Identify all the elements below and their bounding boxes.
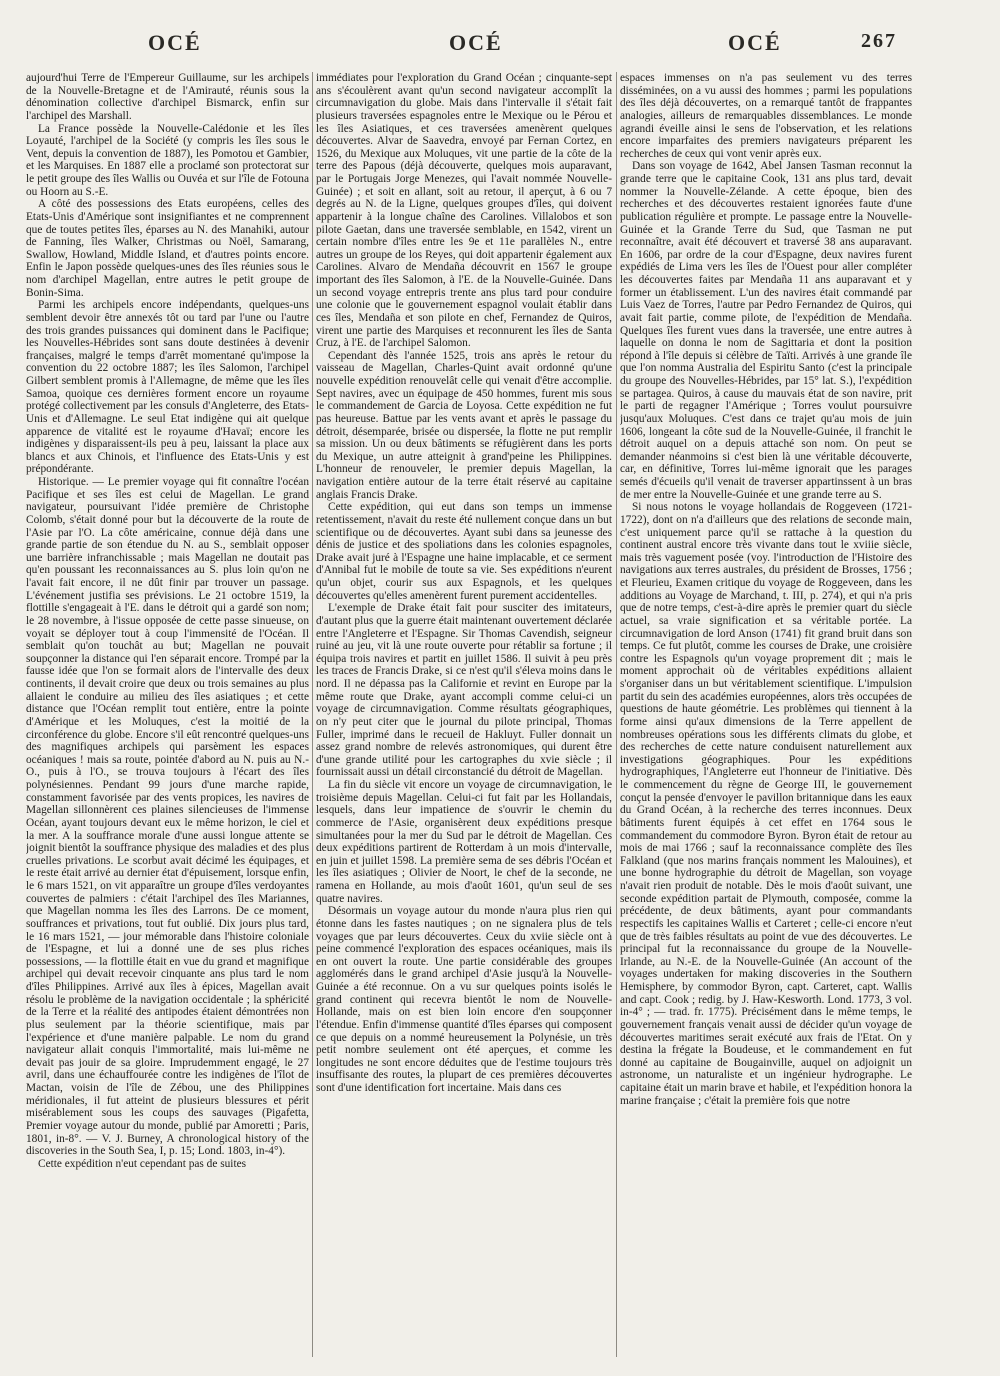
paragraph: Parmi les archipels encore indépendants, quelques-uns semblent devoir être annexés tôt ou tard par l'une ou l'autre des trois grandes puissances qui dominent dans le Pacifique; les Nouvelles-Hébrides sont sans doute destinées à devenir françaises, malgré le temps d'arrêt momentané qu'impose la convention du 22 octobre 1887; les îles Salomon, l'archipel Gilbert semblent promis à l'Allemagne, de même que les îles Samoa, quoique ces dernières forment encore un royaume protégé collectivement par les consuls d'Angleterre, des Etats-Unis et d'Allemagne. Le seul Etat indigène qui ait quelque apparence de vitalité est le royaume d'Havaï; encore les indigènes y disparaissent-ils peu à peu, laissant la place aux blancs et aux Chinois, et l'influence des Etats-Unis y est prépondérante. <box>26 299 309 476</box>
column-divider <box>312 72 313 1357</box>
paragraph: Cette expédition n'eut cependant pas de suites <box>38 1157 247 1170</box>
paragraph: Cependant dès l'année 1525, trois ans après le retour du vaisseau de Magellan, Charles-Quint avait ordonné qu'une nouvelle expédition renouvelât celle qui venait d'être accomplie. Sept navires, avec un équipage de 450 hommes, furent mis sous le commandement de Garcia de Loyosa. Cette expédition ne fut pas heureuse. Battue par les vents avant et après le passage du détroit, désemparée, brisée ou dispersée, la flotte ne put remplir sa mission. Un ou deux bâtiments se réfugièrent dans les ports du Mexique, un autre atteignit à grand'peine les Philippines. L'honneur de renouveler, le premier depuis Magellan, la navigation entière autour de la terre était réservé au capitaine anglais Francis Drake. <box>316 349 612 501</box>
page-number: 267 <box>861 30 897 52</box>
paragraph: La fin du siècle vit encore un voyage de circumnavigation, le troisième depuis Magellan. Celui-ci fut fait par les Hollandais, lesquels, dans leur impatience de s'ouvrir le chemin du commerce de l'Asie, organisèrent deux expéditions presque simultanées pour la mer du Sud par le détroit de Magellan. Ces deux expéditions partirent de Rotterdam à un mois d'intervalle, en juin et juillet 1598. La première sema de ses débris l'Océan et les îles asiatiques ; Olivier de Noort, le chef de la seconde, ne ramena en Hollande, au mois d'août 1601, qu'un seul de ses quatre navires. <box>316 779 612 905</box>
paragraph: immédiates pour l'exploration du Grand Océan ; cinquante-sept ans s'écoulèrent avant qu'un second navigateur accomplît la circumnavigation du globe. Mais dans l'intervalle il s'était fait plusieurs traversées espagnoles entre le Mexique ou le Pérou et les îles Asiatiques, et ces traversées amenèrent quelques découvertes. Alvar de Saavedra, envoyé par Fernan Cortez, en 1526, du Mexique aux Moluques, vit une partie de la côte de la terre des Papous (déjà découverte, quelques mois auparavant, par le Portugais Jorge Menezes, qui l'avait nommée Nouvelle-Guinée) ; et soit en allant, soit au retour, il aperçut, à 6 ou 7 degrés au N. de la Ligne, quelques groupes d'îles, qui doivent appartenir à la longue chaîne des Carolines. Villalobos et son pilote Gaetan, dans une traversée semblable, en 1542, virent un certain nombre d'îles entre les 9e et 11e parallèles N., entre autres un groupe de los Reyes, qui doit appartenir également aux Carolines. Alvaro de Mendaña découvrit en 1567 le groupe important des îles Salomon, à l'E. de la Nouvelle-Guinée. Dans un second voyage entrepris trente ans plus tard pour conduire une colonie que le gouvernement espagnol voulait établir dans ces îles, Mendaña et son pilote en chef, Fernandez de Quiros, virent une partie des Marquises et reconnurent les îles de Santa Cruz, à l'E. de l'archipel Salomon. <box>316 72 612 350</box>
paragraph: A côté des possessions des Etats européens, celles des Etats-Unis d'Amérique sont insignifiantes et ne comprennent que de toutes petites îles, éparses au N. des Manahiki, autour de Fanning, îles Walker, Christmas ou Noël, Samarang, Swallow, Howland, Middle Island, et d'autres points encore. Enfin le Japon possède quelques-unes des îles réunies sous le nom d'archipel Magellan, entre autres le petit groupe de Bonin-Sima. <box>26 198 309 299</box>
paragraph: aujourd'hui Terre de l'Empereur Guillaume, sur les archipels de la Nouvelle-Bretagne et de l'Amirauté, réunis sous la dénomination collective d'archipel Bismarck, enfin sur l'archipel des Marshall. <box>26 72 309 122</box>
paragraph: La France possède la Nouvelle-Calédonie et les îles Loyauté, l'archipel de la Société (y compris les îles sous le Vent, depuis la convention de 1887), les Pomotou et Gambier, et les Marquises. En 1887 elle a proclamé son protectorat sur le petit groupe des îles Wallis ou Ouvéa et sur l'île de Fotouna ou Hoorn au S.-E. <box>26 122 309 198</box>
paragraph: Dans son voyage de 1642, Abel Jansen Tasman reconnut la grande terre que le capitaine Cook, 131 ans plus tard, devait nommer la Nouvelle-Zélande. A cette époque, bien des recherches et des découvertes restaient ignorées faute d'une publication régulière et prompte. Le passage entre la Nouvelle-Guinée et la Grande Terre du Sud, que Tasman ne put reconnaître, avait été découvert et traversé 38 ans auparavant. En 1606, par ordre de la cour d'Espagne, deux navires furent expédiés de Lima vers les îles de l'Ouest pour aller compléter les découvertes faites par Mendaña 11 ans auparavant et y former un établissement. L'un des navires était commandé par Luis Vaez de Torres, l'autre par Pedro Fernandez de Quiros, qui avait fait partie, comme pilote, de l'expédition de Mendaña. Quelques îles furent vues dans la traversée, une entre autres à laquelle on donna le nom de Sagittaria et dont la position répond à l'île depuis si célèbre de Taïti. Arrivés à une grande île que l'on nomma Australia del Espiritu Santo (c'est la principale du groupe des Nouvelles-Hébrides, par 15° lat. S.), l'expédition se partagea. Quiros, à cause du mauvais état de son navire, prit le parti de regagner l'Amérique ; Torres voulut poursuivre jusqu'aux Moluques. C'est dans ce trajet qu'au mois de juin 1606, longeant la côte sud de la Nouvelle-Guinée, il franchit le détroit auquel on a depuis attaché son nom. On peut se demander néanmoins si c'est bien là une véritable découverte, car, en définitive, Torres lui-même ignorait que les parages semés d'écueils qu'il venait de traverser appartinssent à un bras de mer entre la Nouvelle-Guinée et une grande terre au S. <box>620 160 912 501</box>
paragraph: Si nous notons le voyage hollandais de Roggeveen (1721-1722), dont on n'a d'ailleurs que des relations de seconde main, c'est uniquement parce qu'il se rattache à la question du continent austral encore très vivante dans tout le xviiie siècle, mais très vaguement posée (voy. l'introduction de l'Histoire des navigations aux terres australes, du président de Brosses, 1756 ; et Fleurieu, Examen critique du voyage de Roggeveen, dans les additions au Voyage de Marchand, t. III, p. 274), et qui n'a pris que de notre temps, c'est-à-dire après le premier quart du siècle actuel, sa vraie signification et sa véritable portée. La circumnavigation de lord Anson (1741) fit grand bruit dans son temps. Ce fut plutôt, comme les courses de Drake, une croisière contre les Espagnols qu'un voyage proprement dit ; mais le moment approchait où de véritables expéditions allaient s'organiser dans un but véritablement scientifique. L'impulsion partit du sein des académies européennes, alors très occupées de questions de haute géométrie. Les problèmes qui tiennent à la forme ainsi qu'aux dimensions de la Terre appellent de nombreuses opérations sous les différents climats du globe, et des recherches de cette nature conduisent naturellement aux investigations géographiques. Pour les expéditions hydrographiques, l'Angleterre eut l'honneur de l'initiative. Dès le commencement du règne de George III, le gouvernement conçut la pensée d'envoyer le pavillon britannique dans les eaux du Grand Océan, à la recherche des terres inconnues. Deux bâtiments furent équipés à cet effet en 1764 sous le commandement du commodore Byron. Byron était de retour au mois de mai 1766 ; sauf la reconnaissance complète des îles Falkland (que nos marins français nomment les Malouines), et une bonne hydrographie du détroit de Magellan, son voyage n'avait rien produit de notable. Dès le mois d'août suivant, une seconde expédition partait de Plymouth, composée, comme la précédente, de deux bâtiments, ayant pour commandants respectifs les capitaines Wallis et Carteret ; celle-ci encore n'eut que de très faibles résultats au point de vue des découvertes. Le principal fut la reconnaissance du groupe de la Nouvelle-Irlande, au N.-E. de la Nouvelle-Guinée (An account of the voyages undertaken for making discoveries in the Southern Hemisphere, by commodor Byron, capt. Carteret, capt. Wallis and capt. Cook ; redig. by J. Haw-Kesworth. Lond. 1773, 3 vol. in-4° ; — trad. fr. 1775). Précisément dans le même temps, le gouvernement français venait aussi de décider qu'un voyage de découvertes maritimes serait exécuté aux frais de l'Etat. On y destina la frégate la Boudeuse, et le commandement en fut donné au capitaine de Bougainville, auquel on adjoignit un astronome, un naturaliste et un ingénieur hydrographe. Le capitaine était un marin brave et habile, et l'expédition honora la marine française ; c'était la première fois que notre <box>620 501 912 1107</box>
paragraph: Historique. — Le premier voyage qui fit connaître l'océan Pacifique et ses îles est celui de Magellan. Le grand navigateur, poursuivant l'idée première de Christophe Colomb, s'était donné pour but la découverte de la route de l'Asie par l'O. La côte américaine, connue déjà dans une grande partie de son étendue du N. au S., semblait opposer une barrière infranchissable ; mais Magellan ne doutait pas qu'en poussant les reconnaissances au S. plus loin qu'on ne l'avait fait encore, il ne dût finir par trouver un passage. L'événement justifia ses prévisions. Le 21 octobre 1519, la flottille s'engageait à l'E. dans le détroit qui a gardé son nom; le 28 novembre, à l'issue opposée de cette passe sinueuse, on voyait se déployer tout à coup l'immensité de l'Océan. Il semblait qu'on touchât au but; Magellan ne pouvait soupçonner la distance qui l'en séparait encore. Trompé par la fausse idée que l'on se formait alors de l'intervalle des deux continents, il devait croire que deux ou trois semaines au plus allaient le conduire au milieu des îles asiatiques ; et cette distance que l'Océan remplit tout entière, entre la pointe d'Amérique et les Moluques, c'est la moitié de la circonférence du globe. Encore s'il eût rencontré quelques-uns des magnifiques archipels qui parsèment les espaces océaniques ! mais sa route, pointée d'abord au N. puis au N.-O., puis à l'O., se trouva toujours à l'écart des îles polynésiennes. Pendant 99 jours d'une marche rapide, constamment favorisée par des vents propices, les navires de Magellan sillonnèrent ces plaines silencieuses de l'immense Océan, ayant toujours devant eux le même horizon, le ciel et la mer. A la souffrance morale d'une aussi longue attente se joignit bientôt la souffrance physique des maladies et des plus cruelles privations. Le scorbut avait décimé les équipages, et le reste était arrivé au dernier état d'épuisement, lorsque enfin, le 6 mars 1521, on vit apparaître un groupe d'îles verdoyantes couvertes de palmiers : c'était l'archipel des îles Mariannes, que Magellan nomma les îles des Larrons. De ce moment, souffrances et privations, tout fut oublié. Dix jours plus tard, le 16 mars 1521, — jour mémorable dans l'histoire coloniale de l'Espagne, et lui a donné une de ses plus riches possessions, — la flottille était en vue du grand et magnifique archipel qui devait recevoir cinquante ans plus tard le nom d'îles Philippines. Arrivé aux îles à épices, Magellan avait résolu le problème de la navigation occidentale ; la sphéricité de la Terre et la réalité des antipodes étaient démontrées non plus seulement par la théorie scientifique, mais par l'expérience et d'une manière palpable. Le nom du grand navigateur allait conquis l'immortalité, mais lui-même ne devait pas jouir de sa gloire. Imprudemment engagé, le 27 avril, dans une échauffourée contre les indigènes de l'îlot de Mactan, voisin de l'île de Zébou, une des Philippines méridionales, il fut atteint de plusieurs blessures et périt misérablement sous les coups des sauvages (Pigafetta, Premier voyage autour du monde, publié par Amoretti ; Paris, 1801, in-8°. — V. J. Burney, A chronological history of the discoveries in the South Sea, I, p. 15; Lond. 1803, in-4°). <box>26 476 309 1158</box>
running-header <box>0 30 1000 64</box>
paragraph: Cette expédition, qui eut dans son temps un immense retentissement, n'avait du reste été nullement conçue dans un but scientifique ou de découvertes. Ayant subi dans sa jeunesse des dénis de justice et des spoliations dans les colonies espagnoles, Drake avait juré à l'Espagne une haine implacable, et ce serment d'Annibal fut le mobile de toute sa vie. Ses expéditions n'eurent qu'un objet, courir sus aux Espagnols, et les quelques découvertes qu'elles amenèrent furent purement accidentelles. <box>316 501 612 602</box>
header-headword-right: OCÉ <box>728 30 782 55</box>
paragraph: espaces immenses on n'a pas seulement vu des terres disséminées, on a vu aussi des hommes ; parmi les populations des îles déjà découvertes, on a remarqué tantôt de frappantes analogies, ailleurs de remarquables dissemblances. Le monde agrandi éveille ainsi le sens de l'observation, et les relations encore imparfaites des premiers navigateurs préparent les recherches de ceux qui vont venir après eux. <box>620 72 912 160</box>
column-divider <box>616 72 617 1357</box>
text-column-3 <box>620 72 912 1357</box>
text-column-2 <box>316 72 612 1357</box>
paragraph: L'exemple de Drake était fait pour susciter des imitateurs, d'autant plus que la guerre était maintenant ouvertement déclarée entre l'Angleterre et l'Espagne. Sir Thomas Cavendish, seigneur ruiné au jeu, vit là une route ouverte pour rétablir sa fortune ; il équipa trois navires et partit en juillet 1586. Il suivit à peu près les traces de Francis Drake, si ce n'est qu'il s'éleva moins dans le nord. Il ne dépassa pas la Californie et revint en Europe par la même route que Drake, ayant accompli comme celui-ci un voyage de circumnavigation. Comme résultats géographiques, on n'y peut citer que le journal du pilote principal, Thomas Fuller, imprimé dans le recueil de Hakluyt. Fuller donnait un assez grand nombre de relevés astronomiques, qui durent être d'une grande utilité pour les cartographes du xvie siècle ; il fournissait aussi un détail circonstancié du détroit de Magellan. <box>316 602 612 779</box>
header-headword-left: OCÉ <box>148 30 202 55</box>
paragraph: Désormais un voyage autour du monde n'aura plus rien qui étonne dans les fastes nautiques ; on ne signalera plus de tels voyages que par leurs découvertes. Ceux du xviie siècle ont à peine commencé l'exploration des espaces océaniques, mais ils en ont ouvert la route. Une partie considérable des groupes agglomérés dans le grand archipel d'Asie jusqu'à la Nouvelle-Guinée a été reconnue. On a vu sur quelques points isolés le grand continent qui recevra bientôt le nom de Nouvelle-Hollande, mais on est bien loin encore d'en soupçonner l'étendue. Enfin d'immense quantité d'îles éparses qui composent ce que depuis on a nommé heureusement la Polynésie, un très petit nombre seulement ont été aperçues, et comme les longitudes ne sont encore déduites que de l'estime toujours très insuffisante des routes, la plupart de ces premières découvertes sont d'une identification fort incertaine. Mais dans ces <box>316 905 612 1094</box>
header-headword-center: OCÉ <box>449 30 503 55</box>
text-column-1 <box>26 72 309 1357</box>
